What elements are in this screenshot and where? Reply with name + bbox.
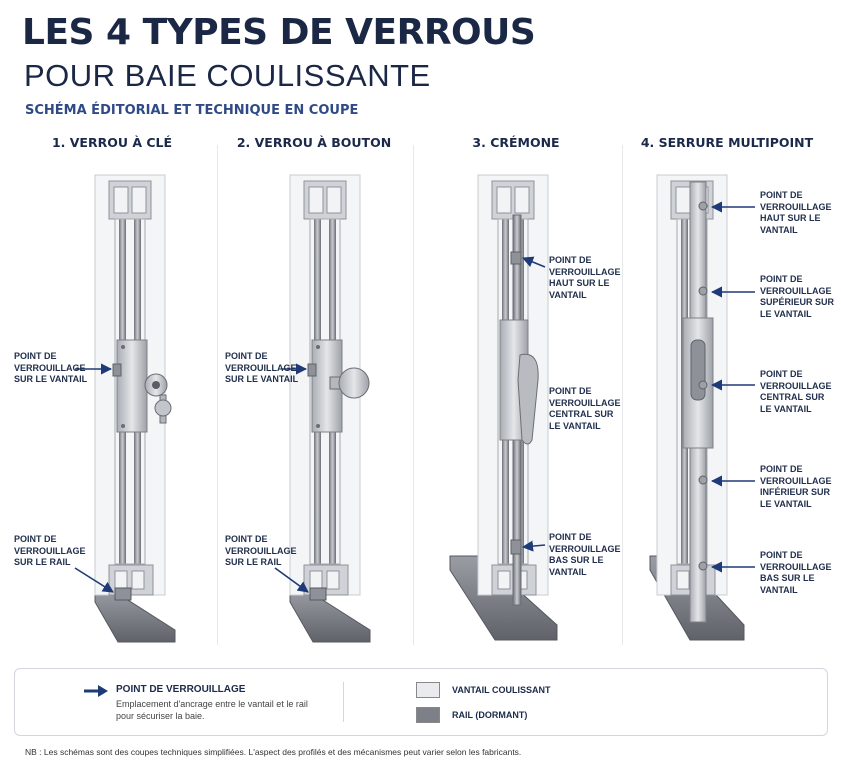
legend-rail-label: RAIL (DORMANT) [452,710,528,720]
legend-arrow-description: Emplacement d'ancrage entre le vantail et le rail pour sécuriser la baie. [116,699,308,721]
legend-arrow-title: POINT DE VERROUILLAGE [116,684,246,695]
legend-vantail-label: VANTAIL COULISSANT [452,685,551,695]
column-title-serrure-multipoint: 4. SERRURE MULTIPOINT [640,135,814,150]
label-haut-multipoint: POINT DE VERROUILLAGE HAUT SUR LE VANTAIL [760,190,832,235]
label-central-cremone: POINT DE VERROUILLAGE CENTRAL SUR LE VANTAIL [549,386,621,431]
swatch-vantail [416,682,440,698]
label-rail-verrou-bouton: POINT DE VERROUILLAGE SUR LE RAIL [225,534,297,567]
label-inferieur-multipoint: POINT DE VERROUILLAGE INFÉRIEUR SUR LE VANTAIL [760,464,832,509]
footnote: NB : Les schémas sont des coupes techniques simplifiées. L'aspect des profilés et des mécanismes peut varier selon les fabricants. [25,747,522,757]
label-vantail-verrou-bouton: POINT DE VERROUILLAGE SUR LE VANTAIL [225,351,299,384]
label-haut-cremone: POINT DE VERROUILLAGE HAUT SUR LE VANTAIL [549,255,621,300]
drawing-verrou-cle [95,175,175,642]
arrows [75,207,755,592]
label-bas-cremone: POINT DE VERROUILLAGE BAS SUR LE VANTAIL [549,532,621,577]
label-central-multipoint: POINT DE VERROUILLAGE CENTRAL SUR LE VANTAIL [760,369,832,414]
swatch-rail [416,707,440,723]
drawing-serrure-multipoint [650,175,744,640]
label-superieur-multipoint: POINT DE VERROUILLAGE SUPÉRIEUR SUR LE VANTAIL [760,274,835,319]
legend-divider [343,682,344,722]
label-rail-verrou-cle: POINT DE VERROUILLAGE SUR LE RAIL [14,534,86,567]
label-bas-multipoint: POINT DE VERROUILLAGE BAS SUR LE VANTAIL [760,550,832,595]
drawing-verrou-bouton [290,175,370,642]
label-vantail-verrou-cle: POINT DE VERROUILLAGE SUR LE VANTAIL [14,351,88,384]
main-title: LES 4 TYPES DE VERROUS [22,12,536,53]
subtitle: SCHÉMA ÉDITORIAL ET TECHNIQUE EN COUPE [25,103,359,118]
column-title-cremone: 3. CRÉMONE [472,135,560,150]
column-title-verrou-cle: 1. VERROU À CLÉ [51,135,173,150]
column-title-verrou-bouton: 2. VERROU À BOUTON [236,135,392,150]
drawing-cremone [450,175,557,640]
arrow-icon [82,684,110,698]
main-title-line2: POUR BAIE COULISSANTE [24,58,431,93]
